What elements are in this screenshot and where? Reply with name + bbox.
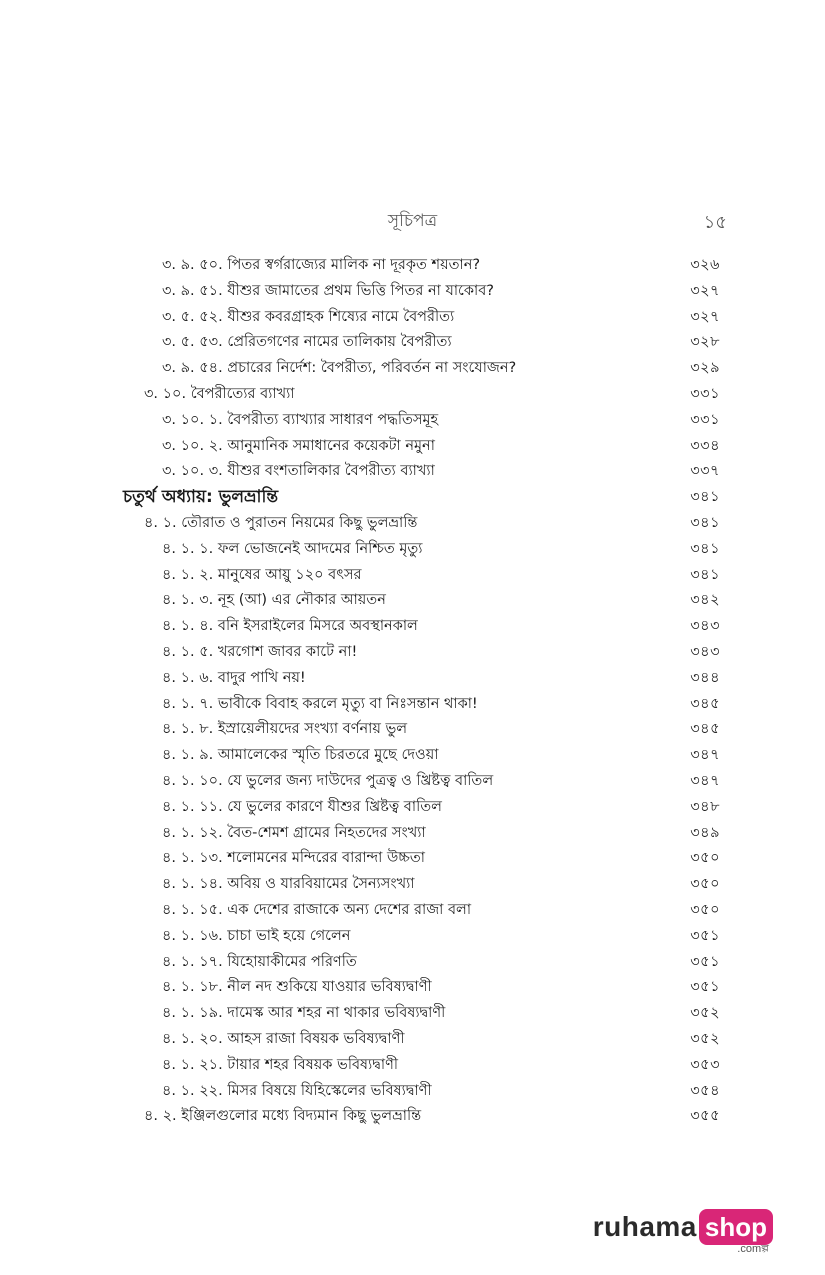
toc-subsection-row bbox=[0, 253, 825, 279]
toc-subsection-row bbox=[0, 640, 825, 666]
toc-entry-page: ৩৩১ bbox=[690, 385, 720, 402]
toc-entry-page: ৩৪৩ bbox=[690, 643, 720, 660]
toc-subsection-row bbox=[0, 666, 825, 692]
toc-chapter-row bbox=[0, 485, 825, 511]
toc-entry-label: ৪. ১. ৩. নূহ (আ) এর নৌকার আয়তন bbox=[162, 592, 386, 609]
toc-entry-page: ৩৫১ bbox=[690, 953, 720, 970]
toc-subsection-row bbox=[0, 588, 825, 614]
toc-entry-page: ৩২৯ bbox=[690, 360, 720, 377]
toc-entry-page: ৩৪৭ bbox=[690, 747, 720, 764]
toc-subsection-row bbox=[0, 330, 825, 356]
toc-entry-label: ৩. ৫. ৫২. যীশুর কবরগ্রাহক শিষ্যের নামে বৈপরীত্য bbox=[162, 308, 455, 325]
logo-badge: shop bbox=[699, 1209, 773, 1245]
toc-subsection-row bbox=[0, 743, 825, 769]
toc-entry-label: চতুর্থ অধ্যায়: ভুলভ্রান্তি bbox=[123, 487, 279, 508]
toc-subsection-row bbox=[0, 434, 825, 460]
toc-entry-page: ৩৫৩ bbox=[690, 1056, 720, 1073]
toc-entry-page: ৩৪৩ bbox=[690, 618, 720, 635]
table-of-contents bbox=[0, 253, 825, 1130]
toc-entry-page: ৩৫২ bbox=[690, 1005, 720, 1022]
toc-subsection-row bbox=[0, 1001, 825, 1027]
toc-subsection-row bbox=[0, 950, 825, 976]
logo-domain: .comল্প bbox=[737, 1243, 769, 1255]
toc-subsection-row bbox=[0, 795, 825, 821]
toc-entry-page: ৩৫১ bbox=[690, 927, 720, 944]
toc-entry-label: ৩. ১০. ২. আনুমানিক সমাধানের কয়েকটা নমুনা bbox=[162, 437, 435, 454]
toc-subsection-row bbox=[0, 846, 825, 872]
toc-entry-label: ৪. ১. ১০. যে ভুলের জন্য দাউদের পুত্রত্ব ও খ্রিষ্টত্ব বাতিল bbox=[162, 772, 494, 789]
toc-entry-label: ৪. ১. ৪. বনি ইসরাইলের মিসরে অবস্থানকাল bbox=[162, 618, 418, 635]
toc-entry-page: ৩৫২ bbox=[690, 1030, 720, 1047]
toc-subsection-row bbox=[0, 408, 825, 434]
toc-section-row bbox=[0, 382, 825, 408]
ruhamashop-logo bbox=[592, 1207, 773, 1255]
toc-subsection-row bbox=[0, 872, 825, 898]
logo-wordmark: ruhama bbox=[592, 1211, 697, 1242]
toc-entry-label: ৪. ১. ৬. বাদুর পাখি নয়! bbox=[162, 669, 306, 686]
toc-entry-page: ৩৩১ bbox=[690, 411, 720, 428]
toc-section-row bbox=[0, 1104, 825, 1130]
toc-subsection-row bbox=[0, 821, 825, 847]
toc-subsection-row bbox=[0, 1053, 825, 1079]
toc-entry-page: ৩৩৭ bbox=[690, 463, 720, 480]
toc-subsection-row bbox=[0, 975, 825, 1001]
toc-entry-label: ৪. ১. ১. ফল ভোজনেই আদমের নিশ্চিত মৃত্যু bbox=[162, 540, 423, 557]
toc-entry-page: ৩২৭ bbox=[690, 308, 720, 325]
toc-subsection-row bbox=[0, 305, 825, 331]
toc-entry-page: ৩৫৫ bbox=[690, 1108, 720, 1125]
toc-entry-page: ৩৪৫ bbox=[690, 695, 720, 712]
toc-entry-label: ৪. ১. ৫. খরগোশ জাবর কাটে না! bbox=[162, 643, 358, 660]
toc-subsection-row bbox=[0, 717, 825, 743]
toc-subsection-row bbox=[0, 1027, 825, 1053]
toc-entry-label: ৩. ৯. ৫৪. প্রচারের নির্দেশ: বৈপরীত্য, পরিবর্তন না সংযোজন? bbox=[162, 360, 517, 377]
toc-subsection-row bbox=[0, 279, 825, 305]
toc-entry-label: ৪. ১. ৭. ভাবীকে বিবাহ করলে মৃত্যু বা নিঃসন্তান থাকা! bbox=[162, 695, 478, 712]
running-head bbox=[0, 204, 825, 234]
toc-entry-page: ৩২৮ bbox=[690, 334, 720, 351]
toc-entry-label: ৪. ১. ৯. আমালেকের স্মৃতি চিরতরে মুছে দেওয়া bbox=[162, 747, 439, 764]
toc-entry-page: ৩৪১ bbox=[690, 540, 720, 557]
toc-subsection-row bbox=[0, 614, 825, 640]
toc-entry-label: ৪. ১. ৮. ইস্রায়েলীয়দের সংখ্যা বর্ণনায় ভুল bbox=[162, 721, 408, 738]
toc-section-row bbox=[0, 511, 825, 537]
toc-entry-page: ৩৪৫ bbox=[690, 721, 720, 738]
toc-entry-label: ৪. ১. ২২. মিসর বিষয়ে যিহিস্কেলের ভবিষ্যদ্বাণী bbox=[162, 1082, 432, 1099]
toc-entry-page: ৩৪৮ bbox=[690, 798, 720, 815]
toc-entry-page: ৩৪৪ bbox=[690, 669, 720, 686]
toc-entry-label: ৩. ৯. ৫০. পিতর স্বর্গরাজ্যের মালিক না দূরকৃত শয়তান? bbox=[162, 257, 481, 273]
toc-entry-label: ৪. ২. ইঞ্জিলগুলোর মধ্যে বিদ্যমান কিছু ভুলভ্রান্তি bbox=[144, 1108, 422, 1125]
toc-subsection-row bbox=[0, 1079, 825, 1105]
toc-entry-page: ৩৪১ bbox=[690, 566, 720, 583]
toc-entry-label: ৪. ১. ১২. বৈত-শেমশ গ্রামের নিহতদের সংখ্যা bbox=[162, 824, 426, 841]
toc-entry-label: ৪. ১. ১৩. শলোমনের মন্দিরের বারান্দা উচ্চতা bbox=[162, 850, 425, 867]
toc-entry-label: ৪. ১. ২১. টায়ার শহর বিষয়ক ভবিষ্যদ্বাণী bbox=[162, 1056, 398, 1073]
toc-entry-label: ৪. ১. ১৪. অবিয় ও যারবিয়ামের সৈন্যসংখ্যা bbox=[162, 876, 415, 893]
toc-entry-page: ৩৪২ bbox=[690, 592, 720, 609]
toc-entry-label: ৪. ১. ১৮. নীল নদ শুকিয়ে যাওয়ার ভবিষ্যদ্বাণী bbox=[162, 979, 432, 996]
page-number: ১৫ bbox=[703, 212, 727, 233]
toc-entry-label: ৪. ১. ১১. যে ভুলের কারণে যীশুর খ্রিষ্টত্ব বাতিল bbox=[162, 798, 442, 815]
toc-entry-page: ৩৩৪ bbox=[690, 437, 720, 454]
toc-subsection-row bbox=[0, 459, 825, 485]
toc-entry-label: ৩. ১০. বৈপরীত্যের ব্যাখ্যা bbox=[144, 385, 295, 402]
toc-entry-label: ৩. ১০. ১. বৈপরীত্য ব্যাখ্যার সাধারণ পদ্ধতিসমূহ bbox=[162, 411, 439, 428]
toc-entry-label: ৪. ১. ১৬. চাচা ভাই হয়ে গেলেন bbox=[162, 927, 351, 944]
toc-entry-page: ৩২৭ bbox=[690, 282, 720, 299]
toc-subsection-row bbox=[0, 924, 825, 950]
toc-entry-label: ৪. ১. ২. মানুষের আয়ু ১২০ বৎসর bbox=[162, 566, 362, 583]
toc-subsection-row bbox=[0, 563, 825, 589]
toc-entry-page: ৩৫০ bbox=[690, 876, 720, 893]
toc-entry-label: ৪. ১. তৌরাত ও পুরাতন নিয়মের কিছু ভুলভ্রান্তি bbox=[144, 514, 418, 531]
running-head-title: সূচিপত্র bbox=[387, 211, 438, 231]
toc-entry-page: ৩৫৪ bbox=[690, 1082, 720, 1099]
toc-entry-label: ৪. ১. ১৯. দামেস্ক আর শহর না থাকার ভবিষ্যদ্বাণী bbox=[162, 1005, 446, 1022]
toc-entry-label: ৪. ১. ১৫. এক দেশের রাজাকে অন্য দেশের রাজা বলা bbox=[162, 901, 472, 918]
toc-entry-label: ৩. ৯. ৫১. যীশুর জামাতের প্রথম ভিত্তি পিতর না যাকোব? bbox=[162, 282, 494, 299]
toc-subsection-row bbox=[0, 898, 825, 924]
toc-entry-page: ৩৫০ bbox=[690, 850, 720, 867]
toc-entry-page: ৩৪১ bbox=[690, 514, 720, 531]
toc-entry-page: ৩৪১ bbox=[690, 489, 720, 506]
toc-entry-page: ৩৫০ bbox=[690, 901, 720, 918]
toc-subsection-row bbox=[0, 537, 825, 563]
toc-subsection-row bbox=[0, 356, 825, 382]
toc-entry-page: ৩২৬ bbox=[690, 257, 720, 273]
toc-entry-page: ৩৪৭ bbox=[690, 772, 720, 789]
toc-entry-page: ৩৪৯ bbox=[690, 824, 720, 841]
toc-entry-label: ৩. ১০. ৩. যীশুর বংশতালিকার বৈপরীত্য ব্যাখ্যা bbox=[162, 463, 435, 480]
toc-entry-label: ৩. ৫. ৫৩. প্রেরিতগণের নামের তালিকায় বৈপরীত্য bbox=[162, 334, 452, 351]
toc-subsection-row bbox=[0, 692, 825, 718]
toc-subsection-row bbox=[0, 769, 825, 795]
toc-entry-label: ৪. ১. ১৭. যিহোয়াকীমের পরিণতি bbox=[162, 953, 357, 970]
toc-entry-label: ৪. ১. ২০. আহস রাজা বিষয়ক ভবিষ্যদ্বাণী bbox=[162, 1030, 405, 1047]
toc-entry-page: ৩৫১ bbox=[690, 979, 720, 996]
